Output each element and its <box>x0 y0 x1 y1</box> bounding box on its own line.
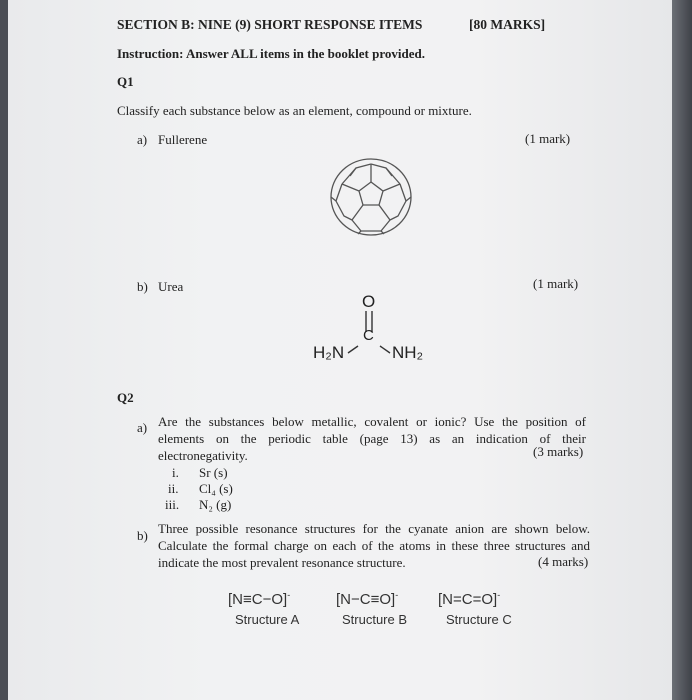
structure-c-caption: Structure C <box>446 612 512 627</box>
q2b-marks: (4 marks) <box>538 554 589 569</box>
q2a-item-text: Cl₄ (s) <box>199 481 233 496</box>
q1a-label: a) <box>137 132 148 147</box>
q2a-item-text: Sr (s) <box>199 465 228 480</box>
q2a-line2: elements on the periodic table (page 13) as an indication of their <box>158 431 586 446</box>
q2a-line1: Are the substances below metallic, covalent or ionic? Use the position of <box>158 414 586 429</box>
q1a-text: Fullerene <box>158 132 208 147</box>
fullerene-diagram <box>328 156 414 238</box>
q1b-text: Urea <box>158 279 184 294</box>
q2b-line1: Three possible resonance structures for the cyanate anion are shown below. <box>158 521 590 536</box>
structure-b-caption: Structure B <box>342 612 408 627</box>
q1a-marks: (1 mark) <box>525 131 571 146</box>
urea-h2n: H₂N <box>313 343 345 362</box>
background-edge <box>672 0 692 700</box>
q2a-marks: (3 marks) <box>533 444 584 459</box>
q1b-label: b) <box>137 279 148 294</box>
instruction-text: Instruction: Answer ALL items in the booklet provided. <box>117 46 425 61</box>
urea-carbon: C <box>363 327 374 344</box>
q2a-item-num: iii. <box>165 497 180 512</box>
q1-label: Q1 <box>117 74 134 89</box>
q2-label: Q2 <box>117 390 134 405</box>
q2a-label: a) <box>137 420 148 435</box>
q2a-item-num: i. <box>172 465 179 480</box>
structure-b-formula: [N−C≡O]- <box>336 590 399 608</box>
structure-a-formula: [N≡C−O]- <box>228 590 291 608</box>
q1-prompt: Classify each substance below as an element, compound or mixture. <box>117 103 472 118</box>
urea-nh2: NH₂ <box>392 343 424 362</box>
q2b-line2: Calculate the formal charge on each of the atoms in these three structures and <box>158 538 590 553</box>
structure-c-formula: [N=C=O]- <box>438 590 501 608</box>
urea-oxygen: O <box>362 292 376 311</box>
structure-a-caption: Structure A <box>235 612 300 627</box>
q2a-item-num: ii. <box>168 481 179 496</box>
q1b-marks: (1 mark) <box>533 276 579 291</box>
section-title: SECTION B: NINE (9) SHORT RESPONSE ITEMS <box>117 17 423 32</box>
section-marks: [80 MARKS] <box>469 17 546 32</box>
q2b-line3: indicate the most prevalent resonance structure. <box>158 555 406 570</box>
q2a-line3: electronegativity. <box>158 448 248 463</box>
q2a-item-text: N₂ (g) <box>199 497 232 512</box>
q2b-label: b) <box>137 528 148 543</box>
